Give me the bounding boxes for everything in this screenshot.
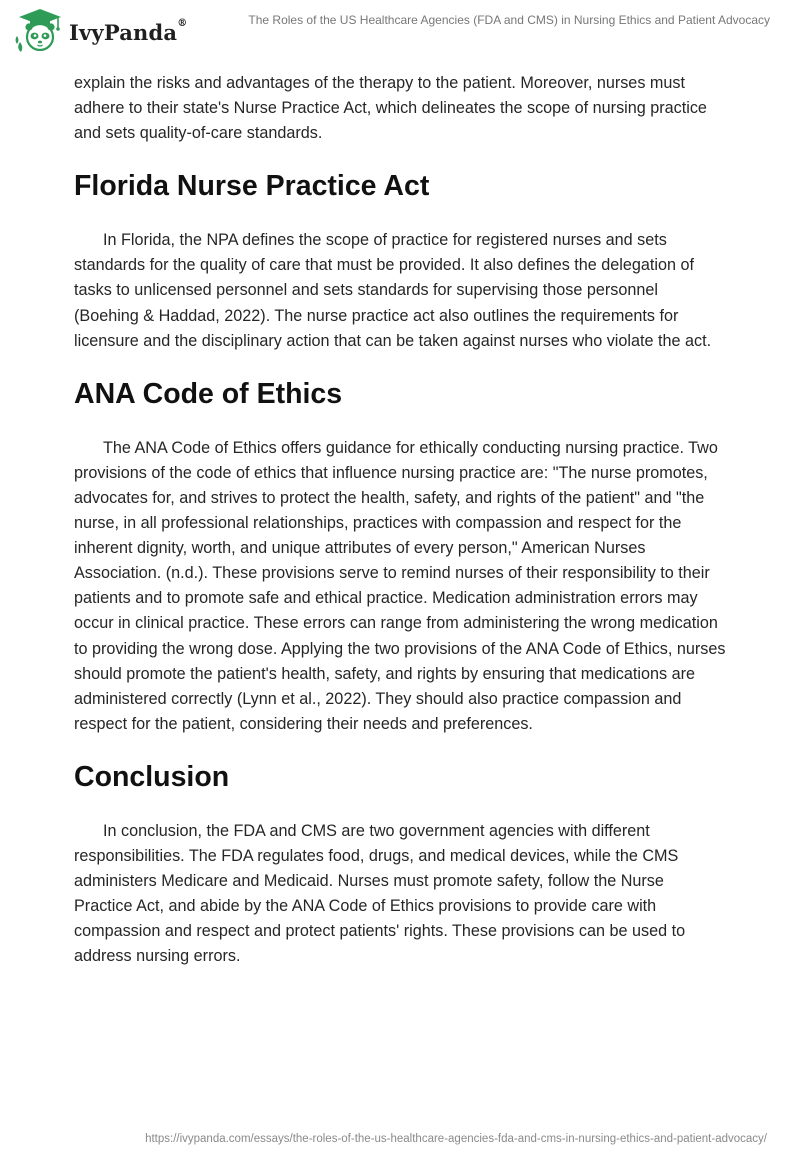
document-title: The Roles of the US Healthcare Agencies (FDA and CMS) in Nursing Ethics and Patient Advocacy bbox=[248, 13, 770, 27]
panda-graduate-icon bbox=[14, 8, 66, 54]
essay-content bbox=[74, 71, 726, 969]
section-heading-conclusion: Conclusion bbox=[74, 760, 230, 793]
section-paragraph-ana-code: The ANA Code of Ethics offers guidance for ethically conducting nursing practice. Two provisions of the code of ethics that influence nursing practice are: "The nurse promotes, advocates for, and strives to protect the health, safety, and rights of the patient" and "the nurse, in all professional relationships, practices with compassion and respect for the inherent dignity, worth, and unique attributes of every person," American Nurses Association. (n.d.). These provisions serve to remind nurses of their responsibility to their patients and to promote safe and ethical practice. Medication administration errors may occur in clinical practice. These errors can range from administering the wrong medication to providing the wrong dose. Applying the two provisions of the ANA Code of Ethics, nurses should promote the patient's health, safety, and rights by ensuring that medications are administered correctly (Lynn et al., 2022). They should also practice compassion and respect for the patient, considering their needs and preferences. bbox=[74, 438, 726, 733]
ivypanda-logo[interactable] bbox=[14, 8, 187, 54]
intro-paragraph: explain the risks and advantages of the therapy to the patient. Moreover, nurses must adhere to their state's Nurse Practice Act, which delineates the scope of nursing practice and sets quality-of-care standards. bbox=[74, 74, 707, 143]
section-heading-ana-code: ANA Code of Ethics bbox=[74, 377, 343, 410]
brand-name: IvyPanda® bbox=[69, 17, 188, 45]
section-paragraph-conclusion: In conclusion, the FDA and CMS are two government agencies with different responsibilities. The FDA regulates food, drugs, and medical devices, while the CMS administers Medicare and Medicaid. Nurses must promote safety, follow the Nurse Practice Act, and abide by the ANA Code of Ethics provisions to provide care with compassion and respect and protect patients' rights. These provisions can be used to address nursing errors. bbox=[74, 821, 686, 966]
source-url[interactable]: https://ivypanda.com/essays/the-roles-of-the-us-healthcare-agencies-fda-and-cms-in-nursing-ethics-and-patient-advocacy/ bbox=[145, 1133, 767, 1145]
section-heading-florida-npa: Florida Nurse Practice Act bbox=[74, 170, 430, 203]
registered-mark: ® bbox=[177, 17, 188, 29]
page-header bbox=[0, 0, 800, 60]
section-paragraph-florida-npa: In Florida, the NPA defines the scope of practice for registered nurses and sets standards for the quality of care that must be provided. It also defines the delegation of tasks to unlicensed personnel and sets standards for supervising those personnel (Boehing & Haddad, 2022). The nurse practice act also outlines the requirements for licensure and the disciplinary action that can be taken against nurses who violate the act. bbox=[74, 231, 712, 350]
